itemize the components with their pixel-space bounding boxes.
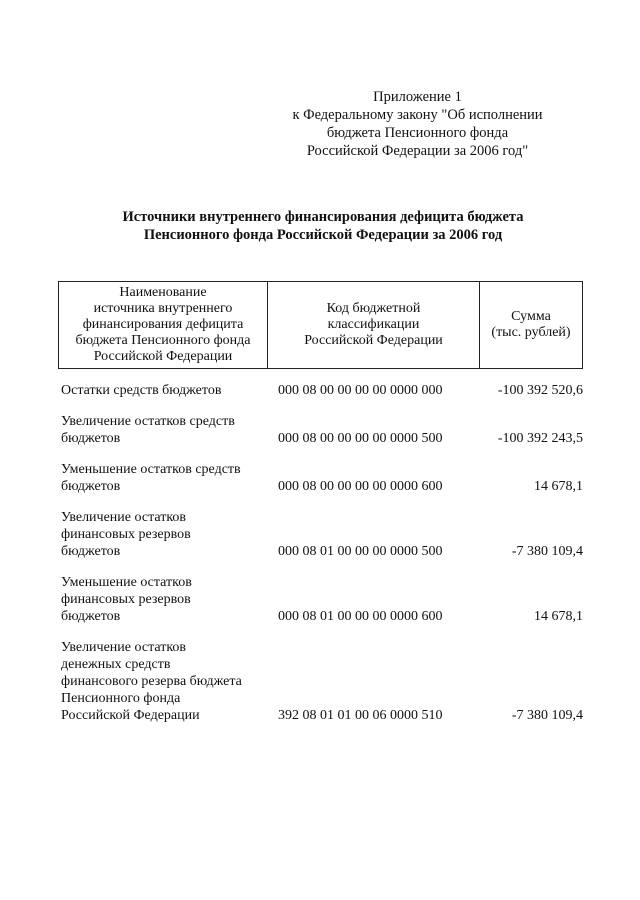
financing-sources-table — [58, 281, 583, 738]
row-sum: -100 392 243,5 — [497, 431, 583, 446]
table-header — [58, 281, 583, 369]
row-code: 000 08 01 00 00 00 0000 500 — [278, 544, 443, 559]
header-name: Наименование источника внутреннего финансирования дефицита бюджета Пенсионного фонда Российской Федерации — [75, 285, 251, 364]
row-sum: -7 380 109,4 — [511, 708, 583, 723]
appendix-line: бюджета Пенсионного фонда — [326, 125, 509, 141]
appendix-line: к Федеральному закону "Об исполнении — [292, 107, 543, 123]
row-code: 000 08 01 00 00 00 0000 600 — [278, 609, 443, 624]
row-sum: -100 392 520,6 — [497, 383, 583, 398]
table-row — [58, 509, 583, 560]
row-name: Уменьшение остатков средств бюджетов — [61, 462, 241, 494]
header-code: Код бюджетной классификации Российской Федерации — [267, 282, 479, 368]
row-code: 392 08 01 01 00 06 0000 510 — [278, 708, 443, 723]
row-code: 000 08 00 00 00 00 0000 600 — [278, 479, 443, 494]
row-name: Уменьшение остатков финансовых резервов бюджетов — [61, 575, 192, 624]
row-code: 000 08 00 00 00 00 0000 500 — [278, 431, 443, 446]
table-row — [58, 413, 583, 447]
table-body — [58, 382, 583, 724]
row-code: 000 08 00 00 00 00 0000 000 — [278, 383, 443, 398]
appendix-line: Приложение 1 — [373, 89, 462, 105]
title-line: Источники внутреннего финансирования дефицита бюджета — [122, 209, 524, 225]
table-row — [58, 461, 583, 495]
row-name: Увеличение остатков финансовых резервов бюджетов — [61, 510, 191, 559]
row-name: Увеличение остатков средств бюджетов — [61, 414, 235, 446]
appendix-line: Российской Федерации за 2006 год" — [306, 143, 529, 159]
document-title — [60, 208, 586, 244]
row-sum: 14 678,1 — [534, 479, 583, 494]
title-line: Пенсионного фонда Российской Федерации за 2006 год — [143, 227, 503, 243]
appendix-reference — [255, 88, 580, 160]
row-sum: 14 678,1 — [534, 609, 583, 624]
row-name: Остатки средств бюджетов — [61, 383, 222, 398]
row-sum: -7 380 109,4 — [511, 544, 583, 559]
table-row — [58, 574, 583, 625]
row-name: Увеличение остатков денежных средств финансового резерва бюджета Пенсионного фонда Российской Федерации — [61, 640, 242, 723]
table-row — [58, 639, 583, 724]
table-row — [58, 382, 583, 399]
header-sum: Сумма (тыс. рублей) — [479, 282, 582, 368]
